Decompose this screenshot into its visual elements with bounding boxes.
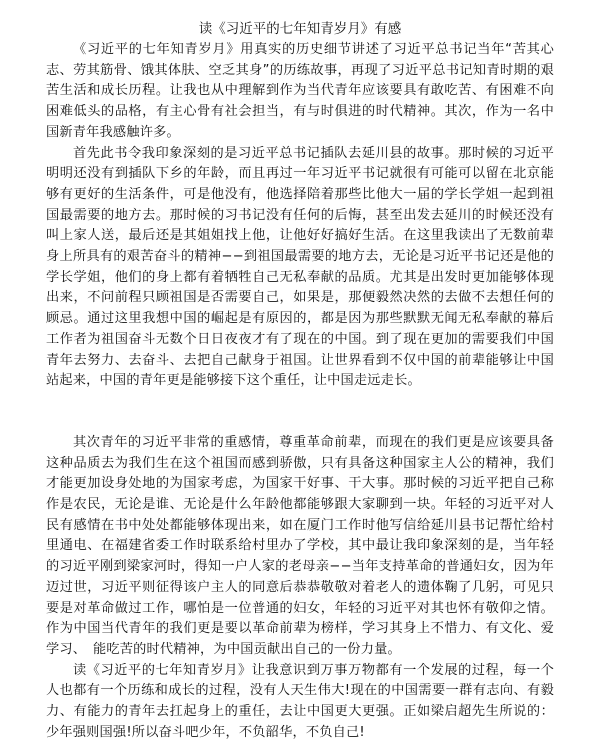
paragraph-gap bbox=[46, 392, 554, 433]
paragraph-revolutionary-elders: 其次青年的习近平非常的重感情，尊重革命前辈，而现在的我们更是应该要具备这种品质去为我们生在这个祖国而感到骄傲，只有具备这种国家主人公的精神，我们才能更加设身处地的为国家考虑，为国家干好事、干大事。那时候的习近平把自己称作是农民，无论是谁、无论是什么年龄他都能够跟大家聊到一块。年轻的习近平对人民有感情在书中处处都能够体现出来，如在厦门工作时他写信给延川县书记帮忙给村里通电、在福建省委工作时联系给村里办了学校，其中最让我印象深刻的是，当年轻的习近平刚到梁家河时，得知一户人家的老母亲−−当年支持革命的普通妇女，因为年迈过世，习近平则征得该户主人的同意后恭恭敬敬对着老人的遗体鞠了几躬，可见只要是对革命做过工作，哪怕是一位普通的妇女，年轻的习近平对其也怀有敬仰之情。作为中国当代青年的我们更是要以革命前辈为榜样，学习其身上不惜力、有文化、爱学习、 能吃苦的时代精神，为中国贡献出自己的一份力量。 bbox=[46, 434, 554, 657]
paragraph-intro: 《习近平的七年知青岁月》用真实的历史细节讲述了习近平总书记当年“苦其心志、劳其筋骨、饿其体肤、空乏其身”的历练故事，再现了习近平总书记知青时期的艰苦生活和成长历程。让我也从中理解到作为当代青年应该要具有敢吃苦、有困难不向困难低头的品格，有主心骨有社会担当，有与时俱进的时代精神。其次，作为一名中国新青年我感触许多。 bbox=[46, 42, 554, 140]
document-title: 读《习近平的七年知青岁月》有感 bbox=[198, 21, 402, 37]
paragraph-conclusion: 读《习近平的七年知青岁月》让我意识到万事万物都有一个发展的过程，每一个人也都有一个历练和成长的过程，没有人天生伟大!现在的中国需要一群有志向、有毅力、有能力的青年去扛起身上的重任，去让中国更大更强。正如梁启超先生所说的：少年强则国强!所以奋斗吧少年，不负韶华，不负自己! bbox=[46, 662, 554, 740]
paragraph-yanchuan: 首先此书令我印象深刻的是习近平总书记插队去延川县的故事。那时候的习近平明明还没有到插队下乡的年龄，而且再过一年习近平书记就很有可能可以留在北京能够有更好的生活条件，可是他没有，他选择陪着那些比他大一届的学长学姐一起到祖国最需要的地方去。那时候的习书记没有任何的后悔，甚至出发去延川的时候还没有叫上家人送，最后还是其姐姐找上他，让他好好搞好生活。在这里我读出了无数前辈身上所具有的艰苦奋斗的精神−−到祖国最需要的地方去，无论是习近平书记还是他的学长学姐，他们的身上都有着牺牲自己无私奉献的品质。尤其是出发时更加能够体现出来，不问前程只顾祖国是否需要自己，如果是，那便毅然决然的去做不去想任何的顾忌。通过这里我想中国的崛起是有原因的，都是因为那些默默无闻无私奉献的幕后工作者为祖国奋斗无数个日日夜夜才有了现在的中国。到了现在更加的需要我们中国青年去努力、去奋斗、去把自己献身于祖国。让世界看到不仅中国的前辈能够让中国站起来，中国的青年更是能够接下这个重任，让中国走远走长。 bbox=[46, 145, 554, 389]
